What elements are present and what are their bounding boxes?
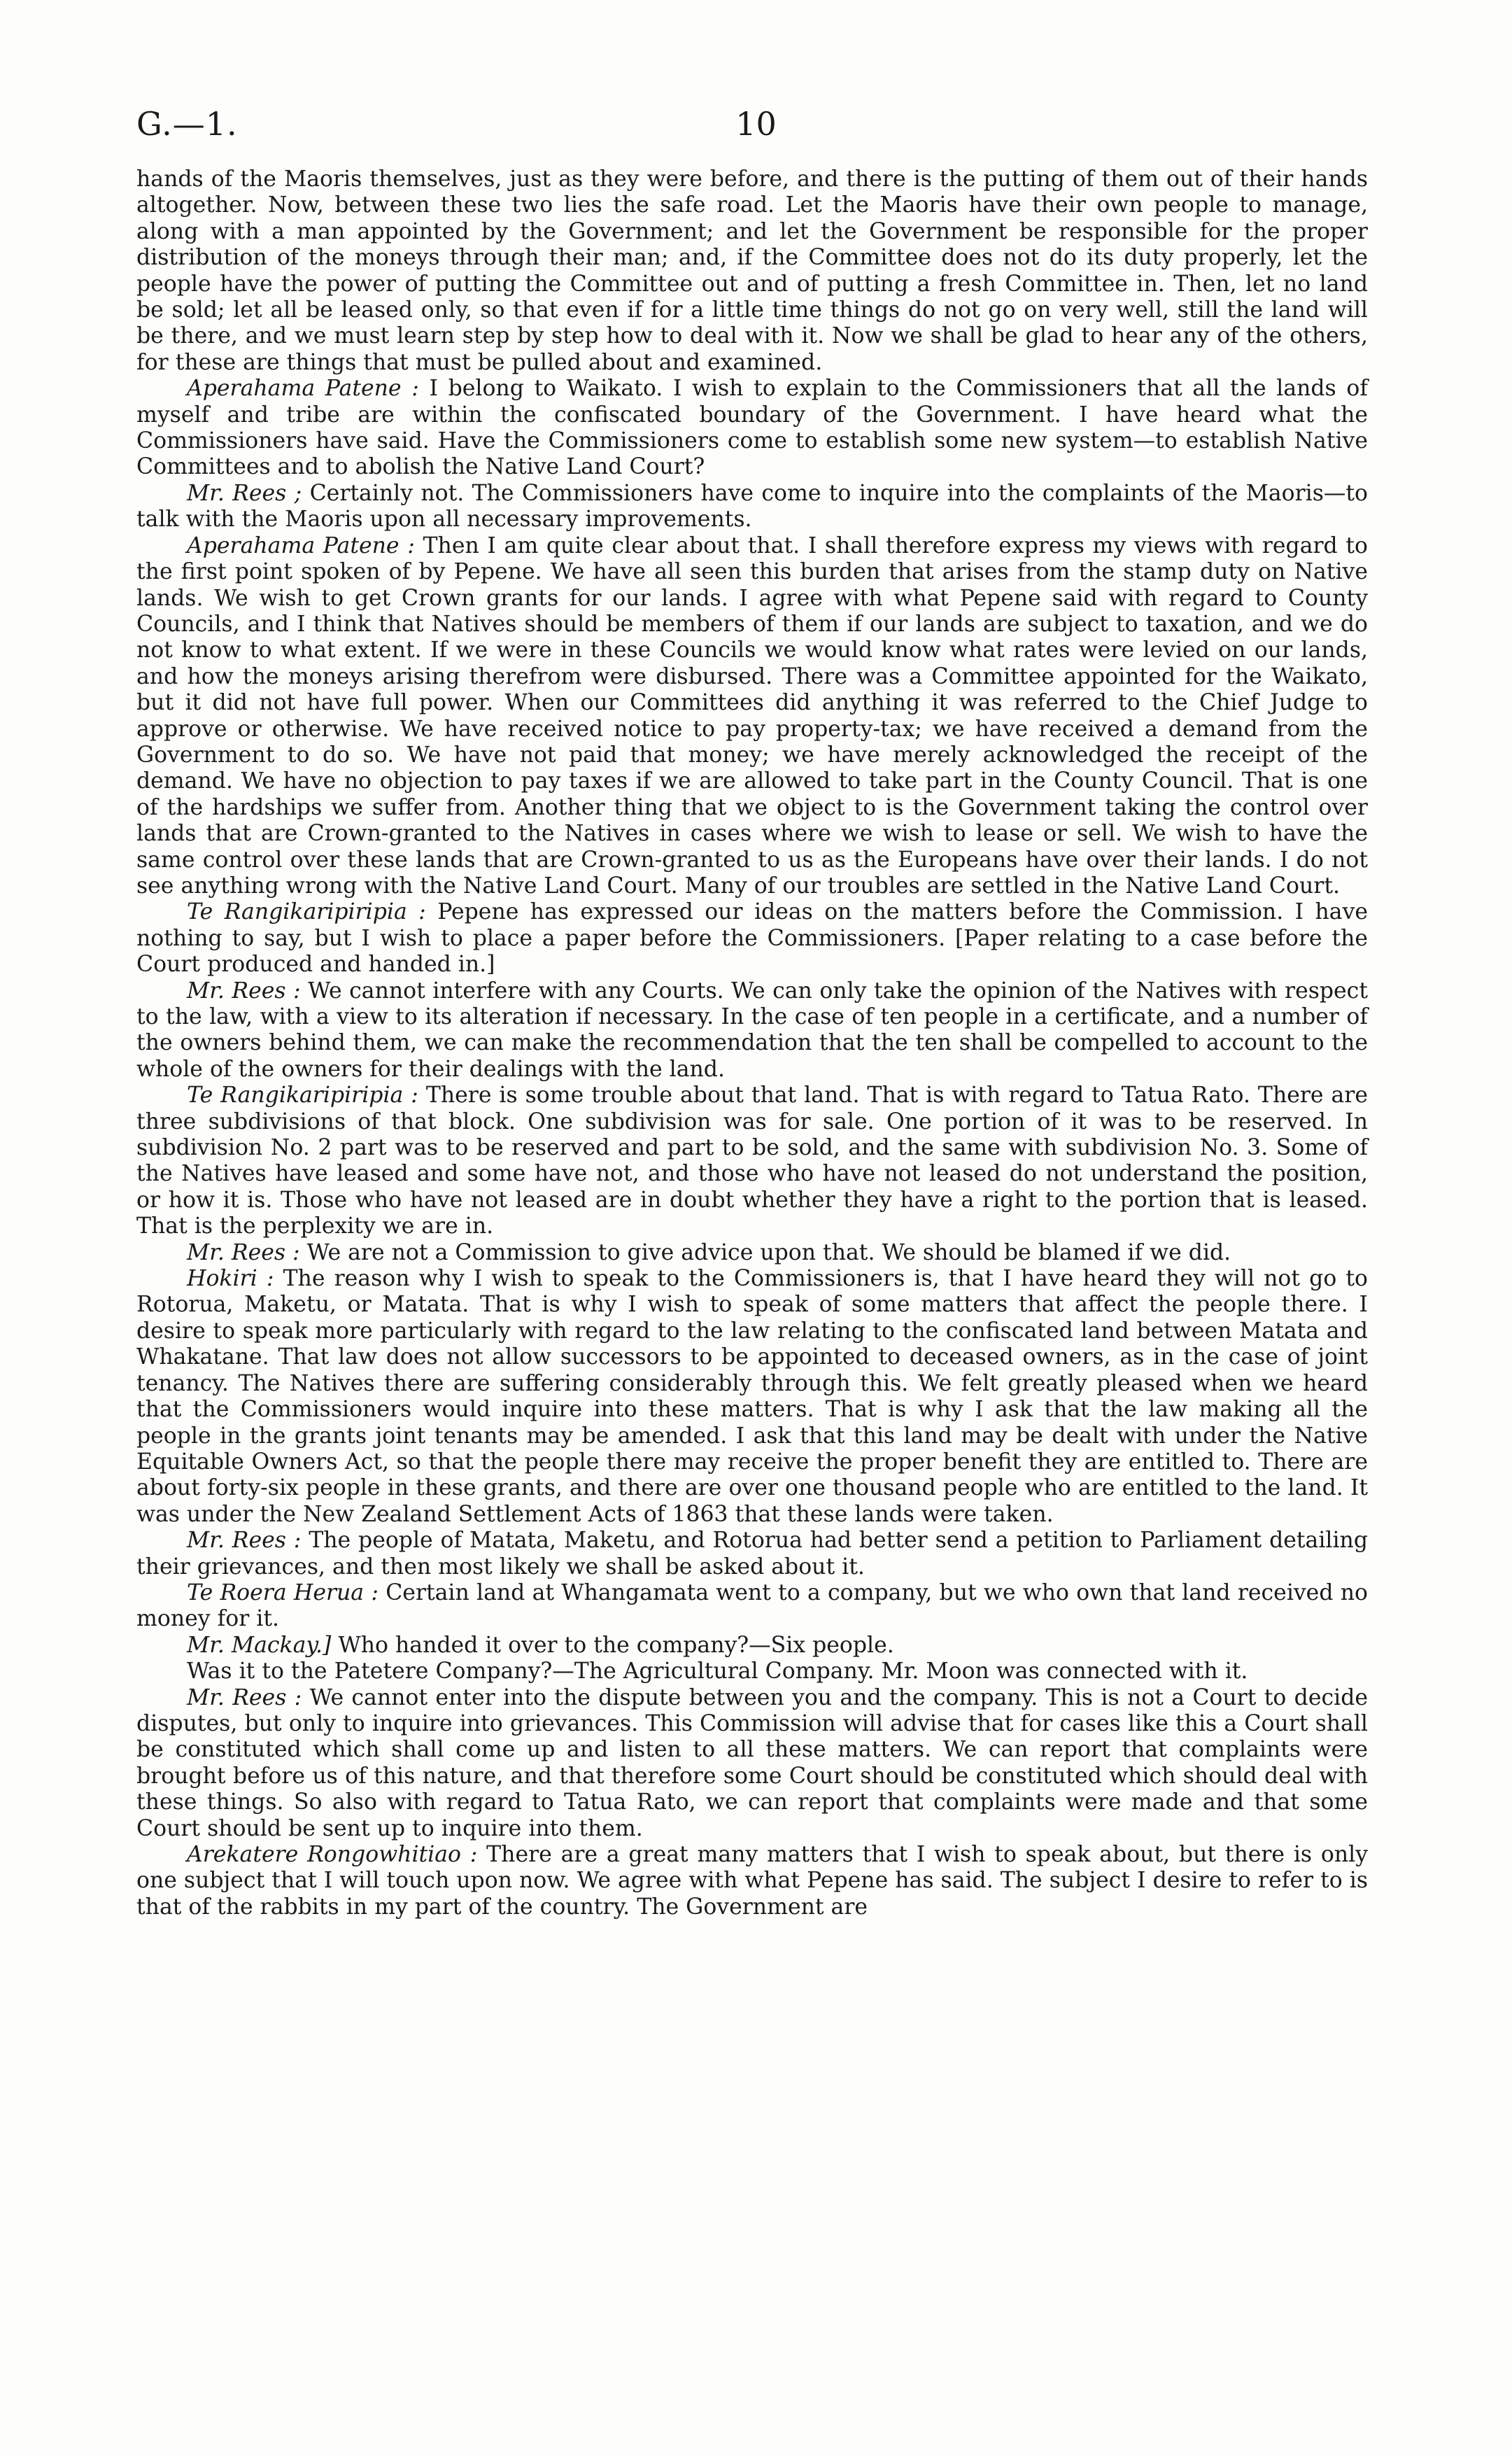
paragraph bbox=[136, 1659, 1368, 1684]
paragraph-text: Was it to the Patetere Company?—The Agricultural Company. Mr. Moon was connected with it. bbox=[187, 1659, 1248, 1684]
paragraph-text: We are not a Commission to give advice upon that. We should be blamed if we did. bbox=[299, 1239, 1231, 1265]
paragraph-text: I belong to Waikato. I wish to explain to the Commissioners that all the lands of myself and tribe are within the confiscated boundary of the Government. I have heard what the Commissioners have said. Have the Commissioners come to establish some new system—to establish Native Committees and to abolish the Native Land Court? bbox=[136, 376, 1369, 480]
speaker-name: Hokiri : bbox=[187, 1266, 274, 1292]
paragraph bbox=[136, 1580, 1368, 1633]
document-code: G.—1. bbox=[136, 105, 238, 143]
paragraph-text: Certain land at Whangamata went to a company, but we who own that land received no money for it. bbox=[136, 1580, 1368, 1632]
speaker-name: Mr. Rees : bbox=[187, 1239, 300, 1265]
page-number: 10 bbox=[735, 105, 777, 143]
speaker-name: Mr. Rees : bbox=[187, 1528, 302, 1554]
paragraph bbox=[136, 376, 1368, 481]
paragraph-text: There is some trouble about that land. That is with regard to Tatua Rato. There are three subdivisions of that block. One subdivision was for sale. One portion of it was to be reserved. In subdivision No. 2 part was to be reserved and part to be sold, and the same with subdivision No. 3. Some of the Natives have leased and some have not, and those who have not leased do not understand the position, or how it is. Those who have not leased are in doubt whether they have a right to the portion that is leased. That is the perplexity we are in. bbox=[136, 1083, 1369, 1239]
speaker-name: Aperahama Patene : bbox=[187, 533, 415, 558]
speaker-name: Mr. Rees ; bbox=[187, 480, 302, 506]
paragraph bbox=[136, 533, 1368, 900]
paragraph bbox=[136, 1083, 1368, 1239]
body-text bbox=[136, 167, 1368, 1920]
speaker-name: Arekatere Rongowhitiao : bbox=[187, 1842, 478, 1867]
speaker-name: Mr. Rees : bbox=[187, 1684, 302, 1710]
page-header bbox=[136, 105, 1376, 154]
paragraph-text: There are a great many matters that I wish to speak about, but there is only one subject that I will touch upon now. We agree with what Pepene has said. The subject I desire to refer to is that of the rabbits in my part of the country. The Government are bbox=[136, 1842, 1368, 1920]
speaker-name: Mr. Mackay.] bbox=[187, 1632, 332, 1658]
speaker-name: Te Rangikaripiripia : bbox=[187, 899, 426, 925]
paragraph bbox=[136, 1685, 1368, 1842]
paragraph bbox=[136, 1842, 1368, 1920]
paragraph bbox=[136, 978, 1368, 1083]
paragraph bbox=[136, 1633, 1368, 1659]
paragraph-text: The reason why I wish to speak to the Commissioners is, that I have heard they will not go to Rotorua, Maketu, or Matata. That is why I wish to speak of some matters that affect the people there. I desire to speak more particularly with regard to the law relating to the confiscated land between Matata and Whakatane. That law does not allow successors to be appointed to deceased owners, as in the case of joint tenancy. The Natives there are suffering considerably through this. We felt greatly pleased when we heard that the Commissioners would inquire into these matters. That is why I ask that the law making all the people in the grants joint tenants may be amended. I ask that this land may be dealt with under the Native Equitable Owners Act, so that the people there may receive the proper benefit they are entitled to. There are about forty-six people in these grants, and there are over one thousand people who are entitled to the land. It was under the New Zealand Settlement Acts of 1863 that these lands were taken. bbox=[136, 1266, 1368, 1527]
paragraph-text: We cannot enter into the dispute between you and the company. This is not a Court to decide disputes, but only to inquire into grievances. This Commission will advise that for cases like this a Court shall be constituted which shall come up and listen to all these matters. We can report that complaints were brought before us of this nature, and that therefore some Court should be constituted which should deal with these things. So also with regard to Tatua Rato, we can report that complaints were made and that some Court should be sent up to inquire into them. bbox=[136, 1684, 1368, 1841]
paragraph-text: We cannot interfere with any Courts. We can only take the opinion of the Natives with respect to the law, with a view to its alteration if necessary. In the case of ten people in a certificate, and a number of the owners behind them, we can make the recommendation that the ten shall be compelled to account to the whole of the owners for their dealings with the land. bbox=[136, 978, 1368, 1082]
paragraph-text: The people of Matata, Maketu, and Rotorua had better send a petition to Parliament detailing their grievances, and then most likely we shall be asked about it. bbox=[136, 1528, 1368, 1580]
paragraph bbox=[136, 899, 1368, 978]
speaker-name: Mr. Rees : bbox=[187, 978, 301, 1004]
paragraph bbox=[136, 481, 1368, 533]
paragraph-text: Who handed it over to the company?—Six people. bbox=[331, 1632, 894, 1658]
paragraph-text: hands of the Maoris themselves, just as they were before, and there is the putting of them out of their hands altogether. Now, between these two lies the safe road. Let the Maoris have their own people to manage, along with a man appointed by the Government; and let the Government be responsible for the proper distribution of the moneys through their man; and, if the Committee does not do its duty properly, let the people have the power of putting the Committee out and of putting a fresh Committee in. Then, let no land be sold; let all be leased only, so that even if for a little time things do not go on very well, still the land will be there, and we must learn step by step how to deal with it. Now we shall be glad to hear any of the others, for these are things that must be pulled about and examined. bbox=[136, 167, 1368, 375]
paragraph-text: Pepene has expressed our ideas on the matters before the Commission. I have nothing to say, but I wish to place a paper before the Commissioners. [Paper relating to a case before the Court produced and handed in.] bbox=[136, 899, 1369, 978]
paragraph-text: Then I am quite clear about that. I shall therefore express my views with regard to the first point spoken of by Pepene. We have all seen this burden that arises from the stamp duty on Native lands. We wish to get Crown grants for our lands. I agree with what Pepene said with regard to County Councils, and I think that Natives should be members of them if our lands are subject to taxation, and we do not know to what extent. If we were in these Councils we would know what rates were levied on our lands, and how the moneys arising therefrom were disbursed. There was a Committee appointed for the Waikato, but it did not have full power. When our Committees did anything it was referred to the Chief Judge to approve or otherwise. We have received notice to pay property-tax; we have received a demand from the Government to do so. We have not paid that money; we have merely acknowledged the receipt of the demand. We have no objection to pay taxes if we are allowed to take part in the County Council. That is one of the hardships we suffer from. Another thing that we object to is the Government taking the control over lands that are Crown-granted to the Natives in cases where we wish to lease or sell. We wish to have the same control over these lands that are Crown-granted to us as the Europeans have over their lands. I do not see anything wrong with the Native Land Court. Many of our troubles are settled in the Native Land Court. bbox=[136, 533, 1368, 899]
paragraph bbox=[136, 167, 1368, 376]
paragraph bbox=[136, 1266, 1368, 1528]
paragraph bbox=[136, 1240, 1368, 1266]
speaker-name: Aperahama Patene : bbox=[187, 376, 419, 402]
paragraph bbox=[136, 1528, 1368, 1580]
speaker-name: Te Rangikaripiripia : bbox=[187, 1083, 418, 1109]
speaker-name: Te Roera Herua : bbox=[187, 1580, 379, 1605]
paragraph-text: Certainly not. The Commissioners have come to inquire into the complaints of the Maoris—to talk with the Maoris upon all necessary improvements. bbox=[136, 480, 1368, 533]
